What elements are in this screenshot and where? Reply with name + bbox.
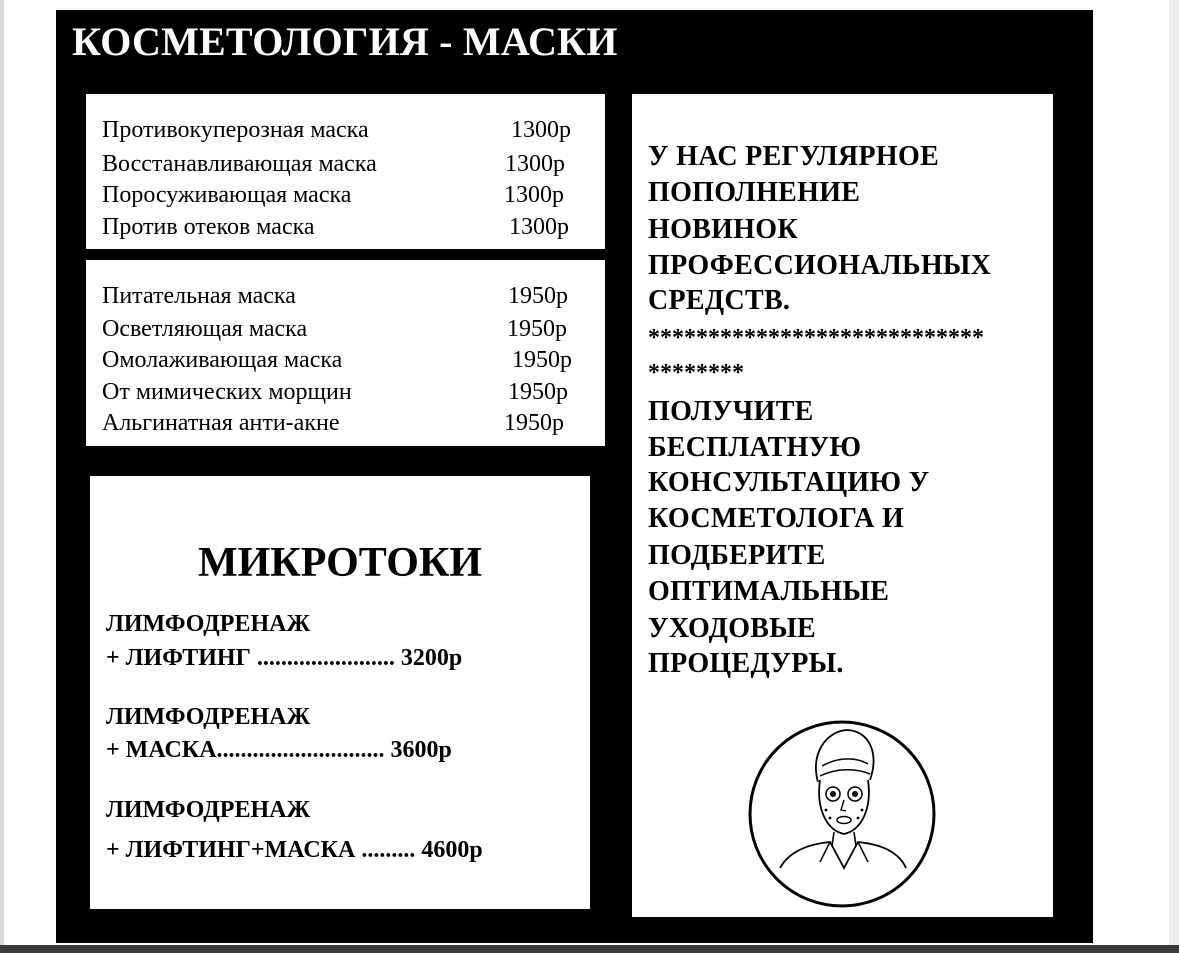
promo-text-line: БЕСПЛАТНУЮ (648, 432, 862, 463)
service-price: 1300р (509, 214, 569, 240)
service-name: Противокуперозная маска (102, 117, 369, 143)
price-box-masks-1300 (86, 94, 605, 249)
page-left-shadow (0, 0, 4, 953)
promo-text-line: ПОЛУЧИТЕ (648, 396, 814, 427)
promo-text-line: ПОДБЕРИТЕ (648, 540, 826, 571)
page-right-edge (1169, 0, 1179, 953)
woman-with-face-mask-icon (746, 718, 938, 910)
promo-box (632, 94, 1053, 917)
stars-divider: ******** (648, 360, 744, 386)
service-name: От мимических морщин (102, 379, 352, 405)
microcurrents-item-line1: ЛИМФОДРЕНАЖ (106, 797, 311, 823)
promo-text-line: НОВИНОК (648, 214, 798, 245)
service-name: Восстанавливающая маска (102, 151, 377, 177)
service-price: 1300р (505, 151, 565, 177)
price-poster (56, 10, 1093, 943)
eye-slice-left-center (830, 791, 836, 797)
promo-text-line: ПОПОЛНЕНИЕ (648, 177, 861, 208)
promo-text-line: КОСМЕТОЛОГА И (648, 503, 905, 534)
microcurrents-item-line2: + МАСКА............................ 3600р (106, 737, 452, 763)
service-price: 1300р (504, 182, 564, 208)
service-name: Омолаживающая маска (102, 347, 343, 373)
microcurrents-box (90, 476, 590, 909)
illustration-circle (750, 722, 934, 906)
price-box-masks-1950 (86, 260, 605, 446)
promo-text-line: ПРОФЕССИОНАЛЬНЫХ (648, 250, 992, 281)
promo-text-line: УХОДОВЫЕ (648, 613, 817, 644)
woman-with-face-mask-svg (746, 718, 938, 910)
service-price: 1300р (511, 117, 571, 143)
service-name: Альгинатная анти-акне (102, 410, 340, 436)
promo-text-line: СРЕДСТВ. (648, 285, 791, 316)
mouth (837, 817, 851, 824)
poster-title: КОСМЕТОЛОГИЯ - МАСКИ (72, 19, 618, 64)
service-name: Питательная маска (102, 283, 296, 309)
microcurrents-title: МИКРОТОКИ (197, 540, 483, 586)
service-price: 1950р (508, 379, 568, 405)
service-name: Поросуживающая маска (102, 182, 352, 208)
promo-text-line: ОПТИМАЛЬНЫЕ (648, 576, 890, 607)
microcurrents-item-line2: + ЛИФТИНГ ....................... 3200р (106, 645, 463, 671)
page-bottom-edge (0, 945, 1179, 953)
microcurrents-item-line1: ЛИМФОДРЕНАЖ (106, 611, 311, 637)
stars-divider: **************************** (648, 325, 984, 351)
promo-text-line: У НАС РЕГУЛЯРНОЕ (648, 141, 940, 172)
microcurrents-item-line1: ЛИМФОДРЕНАЖ (106, 704, 311, 730)
promo-text-line: ПРОЦЕДУРЫ. (648, 648, 844, 679)
service-name: Против отеков маска (102, 214, 315, 240)
microcurrents-item-line2: + ЛИФТИНГ+МАСКА ......... 4600р (106, 837, 483, 863)
service-price: 1950р (504, 410, 564, 436)
promo-text-line: КОНСУЛЬТАЦИЮ У (648, 467, 930, 498)
service-price: 1950р (508, 283, 568, 309)
service-price: 1950р (507, 316, 567, 342)
service-price: 1950р (512, 347, 572, 373)
service-name: Осветляющая маска (102, 316, 308, 342)
eye-slice-right-center (852, 791, 858, 797)
